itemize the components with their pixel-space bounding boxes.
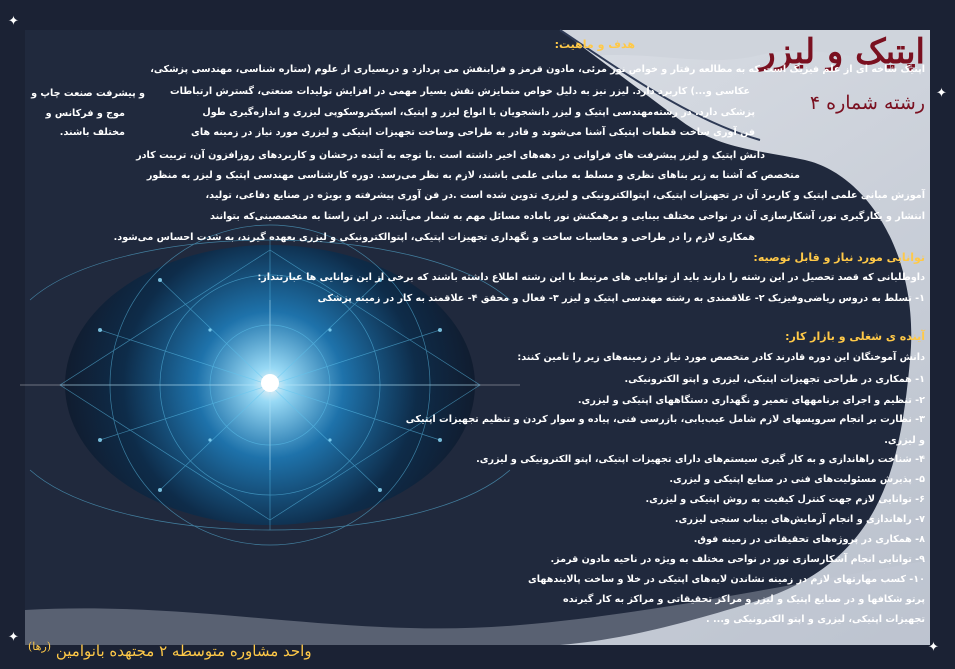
career-item: ۷- راهاندازی و انجام آزمایش‌های بیناب سنجی لیزری. — [674, 514, 925, 525]
sparkle-icon: ✦ — [8, 14, 19, 29]
sparkle-icon: ✦ — [8, 630, 19, 645]
footer-text: واحد مشاوره متوسطه ۲ مجتهده بانوامین — [55, 642, 312, 660]
goal-line: آموزش مبانی علمی اپتیک و کاربرد آن در تجهیزات اپتیکی، اپتوالکترونیکی و لیزری تدوین شده است .در فن آوری پیشرفته و بویژه در صنایع دفاعی، تولید، — [205, 190, 925, 201]
career-item: ۶- توانایی لازم جهت کنترل کیفیت به روش اپتیکی و لیزری. — [645, 494, 925, 505]
goal-line: همکاری لازم را در طراحی و محاسبات ساخت و نگهداری تجهیزات اپتیکی، اپتوالکترونیکی و لیزری بعهده گیرند، به شدت احساس می‌شود. — [113, 232, 755, 243]
career-item: ۹- توانایی انجام آشکارسازی نور در نواحی مختلف به ویژه در ناحیه مادون قرمز. — [550, 554, 925, 565]
goal-line: فن آوری ساخت قطعات اپتیکی آشنا می‌شوند و قادر به طراحی وساخت تجهیزات اپتیکی و لیزری مورد نیاز در زمینه های — [191, 127, 755, 138]
page-subtitle: رشته شماره ۴ — [809, 92, 925, 114]
goal-line: پزشکی دارد. در رشته‌مهندسی اپتیک و لیزر دانشجویان با انواع لیزر و اپتیک، اسپکتروسکوپی لیزری و اندازه‌گیری طول — [202, 107, 755, 118]
career-intro: دانش آموختگان این دوره قادرند کادر متخصص مورد نیاز در زمینه‌های زیر را تامین کنند: — [517, 352, 925, 363]
goal-line: دانش اپتیک و لیزر پیشرفت های فراوانی در دهه‌های اخیر داشته است .با توجه به آینده درخشان و کاربردهای روزافزون آن، تربیت کادر — [136, 150, 765, 161]
footer-credit — [28, 640, 312, 660]
goal-heading: هدف و ماهیت: — [554, 38, 635, 51]
career-heading: آینده ی شغلی و بازار کار: — [785, 330, 925, 343]
sparkle-icon: ✦ — [928, 640, 939, 655]
career-item: ۸- همکاری در پروژه‌های تحقیقاتی در زمینه فوق. — [693, 534, 925, 545]
sparkle-icon: ✦ — [936, 86, 947, 101]
career-item: ۴- شناخت راهاندازی و به کار گیری سیستم‌های دارای تجهیزات اپتیکی، اپتو الکترونیکی و لیزری. — [476, 454, 925, 465]
career-item: تجهیزات اپتیکی، لیزری و اپتو الکترونیکی و... . — [706, 614, 925, 625]
goal-side-line: و پیشرفت صنعت چاپ و — [31, 88, 145, 99]
goal-side-line: مختلف باشند. — [59, 127, 125, 138]
abilities-intro: داوطلبانی که قصد تحصیل در این رشته را دارند باید از توانایی های مرتبط با این رشته اطلاع داشته باشند که برخی از این توانایی ها عبارتنداز: — [257, 272, 925, 283]
career-item: ۵- پذیرش مسئولیت‌های فنی در صنایع اپتیکی و لیزری. — [669, 474, 925, 485]
goal-line: اپتیک شاخه ای از علم فیزیک است که به مطالعه رفتار و خواص نور مرئی، ماد‌ون قرمز و فرابنفش می پردازد و دربسیاری از علوم (ستاره شناسی، مهندسی پزشکی، — [150, 64, 925, 75]
goal-line: عکاسی و...) کاربرد دارد. لیزر نیز به دلیل خواص متمایزش نقش بسیار مهمی در افزایش تولیدات صنعتی، گسترش ارتباطات — [170, 86, 750, 97]
career-item: ۱- همکاری در طراحی تجهیزات اپتیکی، لیزری و اپتو الکترونیکی. — [624, 374, 925, 385]
career-item: و لیزری. — [884, 435, 925, 446]
career-item: ۳- نظارت بر انجام سرویسهای لازم شامل عیب‌یابی، بازرسی فنی، پیاده و سوار کردن و تنظیم تجهیزات اپتیکی — [405, 414, 925, 425]
abilities-items: ۱- تسلط به دروس ریاضی‌وفیزیک ۲- علاقمندی به رشته مهندسی اپتیک و لیزر ۳- فعال و محقق ۴- علاقمند به کار در زمینه پزشکی — [317, 293, 925, 304]
page-title: اپتیک و لیزر — [759, 32, 925, 72]
footer-small: (رها) — [28, 640, 52, 653]
abilities-heading: توانایی مورد نیاز و قابل توصیه: — [753, 251, 925, 264]
career-item: ۱۰- کسب مهارتهای لازم در زمینه نشاندن لایه‌های اپتیکی در خلا و ساخت پالایندههای — [527, 574, 925, 585]
career-item: پرتو شکافها و در صنایع اپتیک و لیزر و مراکز تحقیقاتی و مراکز به کار گیرنده — [563, 594, 925, 605]
career-item: ۲- تنظیم و اجرای برنامههای تعمیر و نگهداری دستگاههای اپتیکی و لیزری. — [577, 395, 925, 406]
goal-line: متخصص که آشنا به زیر بناهای نظری و مسلط به مبانی علمی باشند، لازم به نظر می‌رسد. دوره کارشناسی مهندسی اپتیک و لیزر به منظور — [146, 170, 800, 181]
goal-side-line: موج و فرکانس و — [45, 108, 125, 119]
goal-line: انتشار و بکارگیری نور، آشکارسازی آن در نواحی مختلف بینایی و برهمکنش نور باماده مسائل مهم به شمار می‌آیند. در این راستا به متخصصینی‌که بتوانند — [210, 211, 925, 222]
